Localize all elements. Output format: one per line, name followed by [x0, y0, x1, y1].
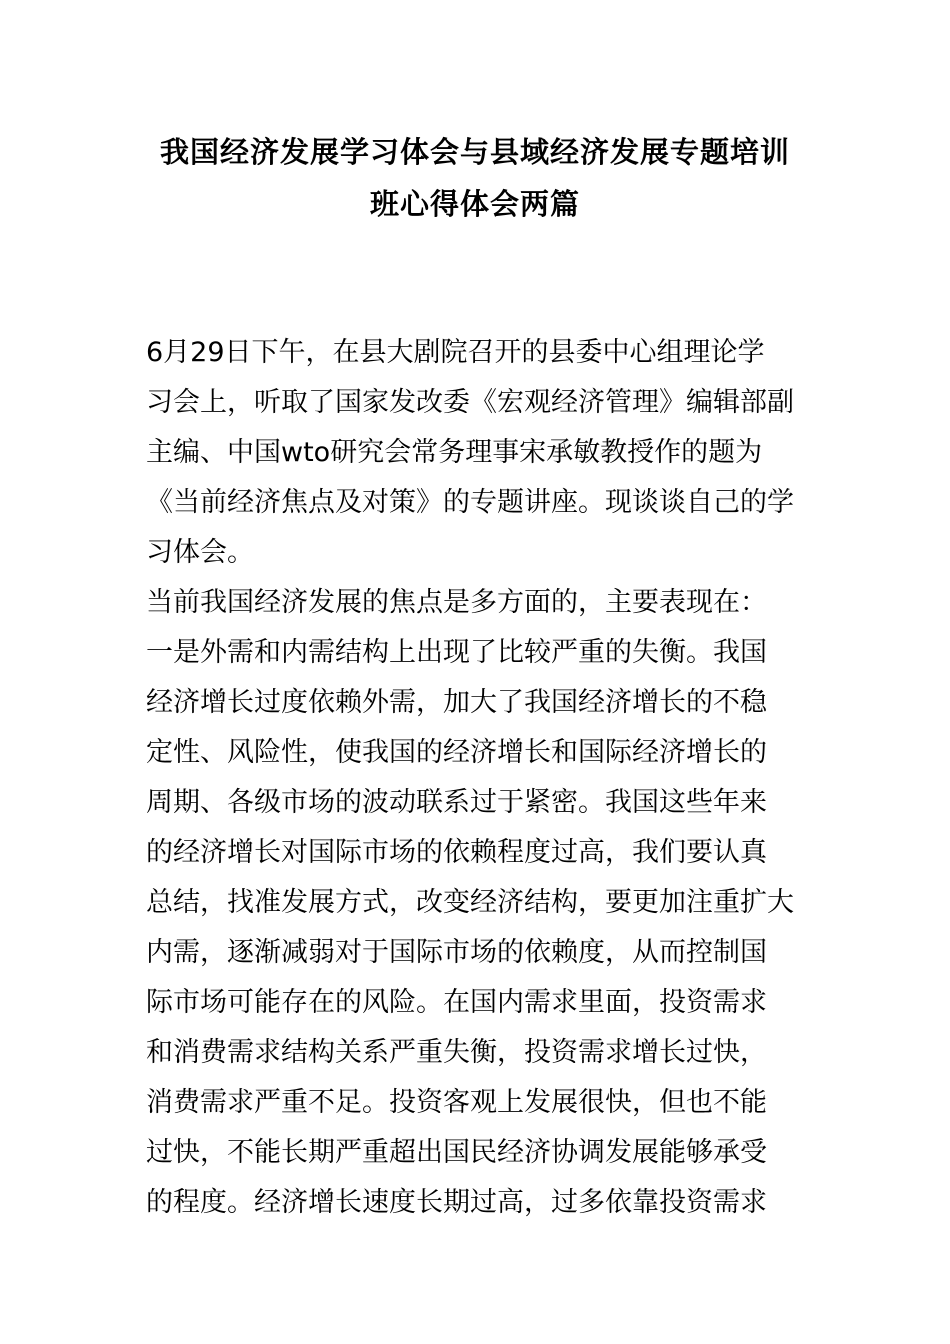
- document-body: [146, 328, 816, 1228]
- body-line: 定性、风险性，使我国的经济增长和国际经济增长的: [146, 737, 767, 768]
- body-line: 的程度。经济增长速度长期过高，过多依靠投资需求: [146, 1187, 767, 1218]
- body-line: 的经济增长对国际市场的依赖程度过高，我们要认真: [146, 837, 767, 868]
- body-line: 一是外需和内需结构上出现了比较严重的失衡。我国: [146, 637, 767, 668]
- title-line: 我国经济发展学习体会与县域经济发展专题培训: [159, 135, 790, 169]
- body-line: 《当前经济焦点及对策》的专题讲座。现谈谈自己的学: [146, 487, 794, 518]
- body-line: 周期、各级市场的波动联系过于紧密。我国这些年来: [146, 787, 767, 818]
- title-line: 班心得体会两篇: [369, 187, 580, 221]
- body-line: 习会上，听取了国家发改委《宏观经济管理》编辑部副: [146, 387, 794, 418]
- document-title: [120, 126, 830, 230]
- body-line: 6月29日下午，在县大剧院召开的县委中心组理论学: [146, 337, 765, 368]
- body-line: 习体会。: [146, 537, 254, 568]
- body-line: 主编、中国wto研究会常务理事宋承敏教授作的题为: [146, 437, 763, 468]
- body-line: 消费需求严重不足。投资客观上发展很快，但也不能: [146, 1087, 767, 1118]
- body-line: 总结，找准发展方式，改变经济结构，要更加注重扩大: [146, 887, 794, 918]
- body-line: 际市场可能存在的风险。在国内需求里面，投资需求: [146, 987, 767, 1018]
- body-line: 经济增长过度依赖外需，加大了我国经济增长的不稳: [146, 687, 767, 718]
- body-line: 当前我国经济发展的焦点是多方面的，主要表现在：: [146, 587, 767, 618]
- body-line: 内需，逐渐减弱对于国际市场的依赖度，从而控制国: [146, 937, 767, 968]
- body-line: 过快，不能长期严重超出国民经济协调发展能够承受: [146, 1137, 767, 1168]
- body-line: 和消费需求结构关系严重失衡，投资需求增长过快，: [146, 1037, 767, 1068]
